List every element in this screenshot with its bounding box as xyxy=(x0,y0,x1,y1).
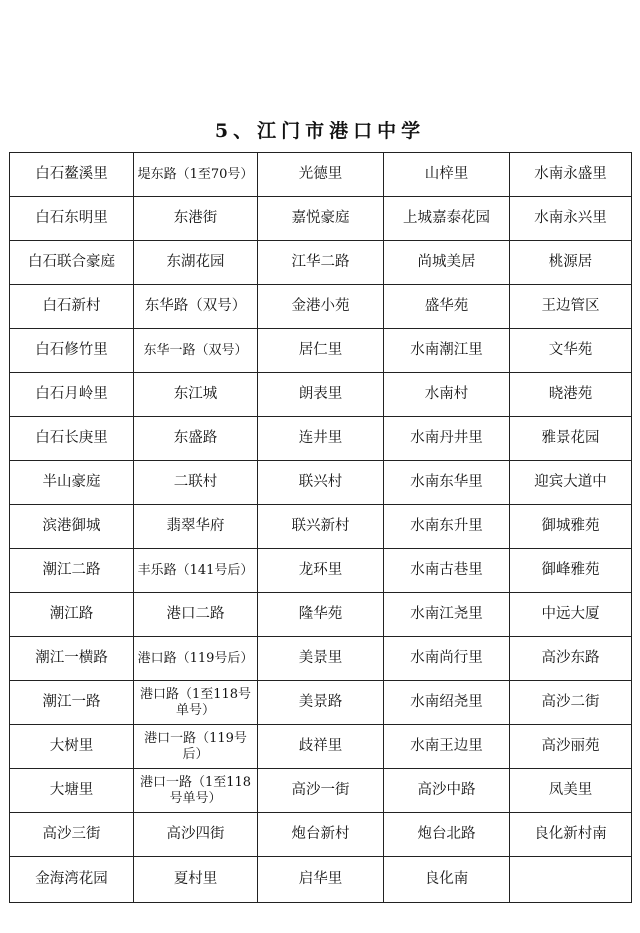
table-cell: 高沙丽苑 xyxy=(510,725,632,769)
table-cell: 御峰雅苑 xyxy=(510,549,632,593)
table-cell: 水南永盛里 xyxy=(510,153,632,197)
table-row xyxy=(10,857,632,903)
table-cell: 御城雅苑 xyxy=(510,505,632,549)
table-cell: 翡翠华府 xyxy=(134,505,258,549)
table-cell: 文华苑 xyxy=(510,329,632,373)
table-row xyxy=(10,637,632,681)
table-cell: 东华一路（双号） xyxy=(134,329,258,373)
table-cell: 夏村里 xyxy=(134,857,258,903)
table-cell: 潮江路 xyxy=(10,593,134,637)
table-cell: 高沙一街 xyxy=(258,769,384,813)
table-cell: 良化南 xyxy=(384,857,510,903)
table-cell: 上城嘉泰花园 xyxy=(384,197,510,241)
table-cell: 金海湾花园 xyxy=(10,857,134,903)
table-cell: 水南东升里 xyxy=(384,505,510,549)
table-cell: 水南东华里 xyxy=(384,461,510,505)
table-cell: 潮江一横路 xyxy=(10,637,134,681)
table-cell: 大树里 xyxy=(10,725,134,769)
table-row xyxy=(10,153,632,197)
table-cell: 大塘里 xyxy=(10,769,134,813)
table-cell: 水南尚行里 xyxy=(384,637,510,681)
table-cell: 晓港苑 xyxy=(510,373,632,417)
table-cell: 二联村 xyxy=(134,461,258,505)
table-row xyxy=(10,329,632,373)
table-cell: 王边管区 xyxy=(510,285,632,329)
table-cell: 尚城美居 xyxy=(384,241,510,285)
table-row xyxy=(10,549,632,593)
table-cell: 东江城 xyxy=(134,373,258,417)
table-cell: 白石东明里 xyxy=(10,197,134,241)
table-cell: 港口路（1至118号单号） xyxy=(134,681,258,725)
table-cell: 炮台北路 xyxy=(384,813,510,857)
table-cell: 良化新村南 xyxy=(510,813,632,857)
table-cell: 东华路（双号） xyxy=(134,285,258,329)
table-cell: 江华二路 xyxy=(258,241,384,285)
table-cell: 水南王边里 xyxy=(384,725,510,769)
table-row xyxy=(10,593,632,637)
table-cell: 盛华苑 xyxy=(384,285,510,329)
page-title: 5、江门市港口中学 xyxy=(214,120,426,142)
table-cell: 水南潮江里 xyxy=(384,329,510,373)
table-cell: 凤美里 xyxy=(510,769,632,813)
table-cell: 水南永兴里 xyxy=(510,197,632,241)
table-cell: 东盛路 xyxy=(134,417,258,461)
table-cell: 中远大厦 xyxy=(510,593,632,637)
table-cell: 堤东路（1至70号） xyxy=(134,153,258,197)
table-row xyxy=(10,285,632,329)
table-cell: 白石长庚里 xyxy=(10,417,134,461)
table-cell: 东湖花园 xyxy=(134,241,258,285)
table-cell: 连井里 xyxy=(258,417,384,461)
table-cell: 水南江尧里 xyxy=(384,593,510,637)
table-cell: 水南丹井里 xyxy=(384,417,510,461)
table-cell xyxy=(510,857,632,903)
table-cell: 朗表里 xyxy=(258,373,384,417)
table-cell: 龙环里 xyxy=(258,549,384,593)
table-cell: 山梓里 xyxy=(384,153,510,197)
table-cell: 半山豪庭 xyxy=(10,461,134,505)
table-cell: 雅景花园 xyxy=(510,417,632,461)
table-cell: 东港街 xyxy=(134,197,258,241)
table-cell: 炮台新村 xyxy=(258,813,384,857)
table-cell: 居仁里 xyxy=(258,329,384,373)
table-cell: 水南古巷里 xyxy=(384,549,510,593)
table-cell: 迎宾大道中 xyxy=(510,461,632,505)
table-cell: 高沙三街 xyxy=(10,813,134,857)
table-row xyxy=(10,505,632,549)
table-cell: 高沙二街 xyxy=(510,681,632,725)
table-row xyxy=(10,417,632,461)
table-row xyxy=(10,813,632,857)
address-table xyxy=(9,152,632,903)
table-cell: 港口一路（119号后） xyxy=(134,725,258,769)
table-cell: 高沙东路 xyxy=(510,637,632,681)
table-cell: 白石鳌溪里 xyxy=(10,153,134,197)
table-cell: 桃源居 xyxy=(510,241,632,285)
table-cell: 启华里 xyxy=(258,857,384,903)
table-row xyxy=(10,241,632,285)
table-row xyxy=(10,461,632,505)
table-cell: 嘉悦豪庭 xyxy=(258,197,384,241)
table-cell: 白石联合豪庭 xyxy=(10,241,134,285)
table-row xyxy=(10,197,632,241)
table-row xyxy=(10,725,632,769)
table-cell: 潮江二路 xyxy=(10,549,134,593)
table-cell: 光德里 xyxy=(258,153,384,197)
table-cell: 水南绍尧里 xyxy=(384,681,510,725)
table-cell: 港口二路 xyxy=(134,593,258,637)
table-row xyxy=(10,373,632,417)
table-cell: 潮江一路 xyxy=(10,681,134,725)
table-cell: 港口一路（1至118号单号） xyxy=(134,769,258,813)
table-cell: 歧祥里 xyxy=(258,725,384,769)
table-cell: 高沙中路 xyxy=(384,769,510,813)
table-cell: 白石月岭里 xyxy=(10,373,134,417)
table-row xyxy=(10,681,632,725)
table-cell: 隆华苑 xyxy=(258,593,384,637)
table-cell: 水南村 xyxy=(384,373,510,417)
table-cell: 联兴新村 xyxy=(258,505,384,549)
table-cell: 高沙四街 xyxy=(134,813,258,857)
table-cell: 联兴村 xyxy=(258,461,384,505)
table-cell: 美景路 xyxy=(258,681,384,725)
table-cell: 港口路（119号后） xyxy=(134,637,258,681)
table-cell: 金港小苑 xyxy=(258,285,384,329)
table-cell: 白石新村 xyxy=(10,285,134,329)
table-cell: 白石修竹里 xyxy=(10,329,134,373)
table-cell: 滨港御城 xyxy=(10,505,134,549)
table-cell: 美景里 xyxy=(258,637,384,681)
table-row xyxy=(10,769,632,813)
address-table-body xyxy=(10,153,632,903)
table-cell: 丰乐路（141号后） xyxy=(134,549,258,593)
